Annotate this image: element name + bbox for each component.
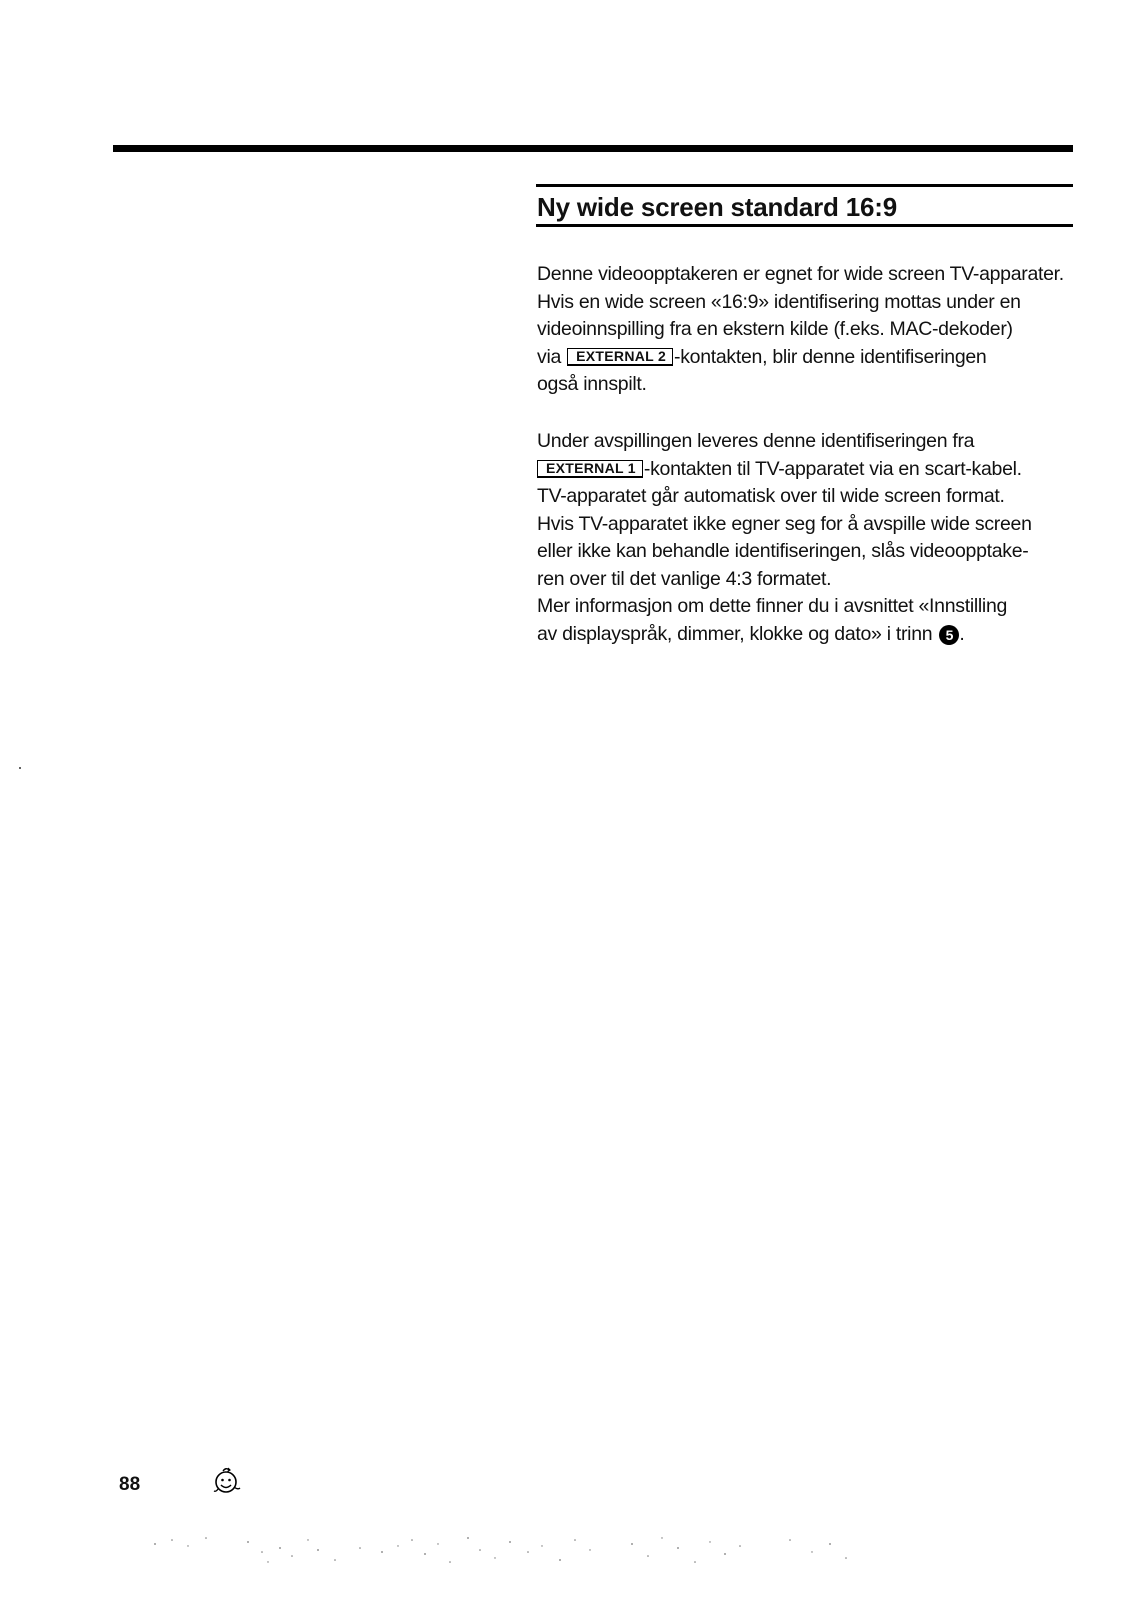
paragraph-2-line-8 [537, 621, 1077, 649]
title-rule-bottom [536, 224, 1073, 227]
paragraph-2 [537, 428, 1077, 648]
paragraph-1-line-1: Denne videoopptakeren er egnet for wide screen TV-apparater. [537, 263, 1064, 285]
scan-noise [150, 1532, 860, 1572]
dato-text: av displayspråk, dimmer, klokke og dato» i trinn [537, 622, 933, 645]
page-number: 88 [119, 1474, 141, 1495]
smiley-mascot-icon [211, 1465, 243, 1497]
scan-speck [19, 767, 21, 769]
paragraph-2-line-7: Mer informasjon om dette finner du i avsnittet «Innstilling [537, 595, 1008, 617]
via-text: via [537, 345, 562, 368]
paragraph-2-line-3: TV-apparatet går automatisk over til wide screen format. [537, 485, 1005, 507]
external-1-key-label: EXTERNAL 1 [537, 460, 643, 478]
page-title: Ny wide screen standard 16:9 [537, 192, 897, 222]
paragraph-1-line-5: også innspilt. [537, 373, 647, 395]
paragraph-2-line-5: eller ikke kan behandle identifiseringen, slås videoopptake- [537, 540, 1029, 562]
external-2-key-label: EXTERNAL 2 [567, 348, 673, 366]
paragraph-1-line-3: videoinnspilling fra en ekstern kilde (f.eks. MAC-dekoder) [537, 318, 1013, 340]
paragraph-2-line-6: ren over til det vanlige 4:3 formatet. [537, 567, 832, 590]
step-5-icon: 5 [939, 625, 959, 645]
kontakten-text: -kontakten, blir denne identifiseringen [674, 345, 987, 368]
period-text: . [959, 622, 965, 645]
paragraph-1-line-4 [537, 344, 1077, 372]
paragraph-2-line-2 [537, 456, 1077, 484]
paragraph-2-line-1: Under avspillingen leveres denne identifiseringen fra [537, 430, 975, 452]
paragraph-2-line-4: Hvis TV-apparatet ikke egner seg for å avspille wide screen [537, 512, 1032, 535]
scart-text: -kontakten til TV-apparatet via en scart-kabel. [643, 457, 1022, 480]
header-rule [113, 145, 1073, 152]
paragraph-1 [537, 261, 1077, 399]
title-rule-top [536, 184, 1073, 187]
paragraph-1-line-2: Hvis en wide screen «16:9» identifisering mottas under en [537, 290, 1021, 313]
